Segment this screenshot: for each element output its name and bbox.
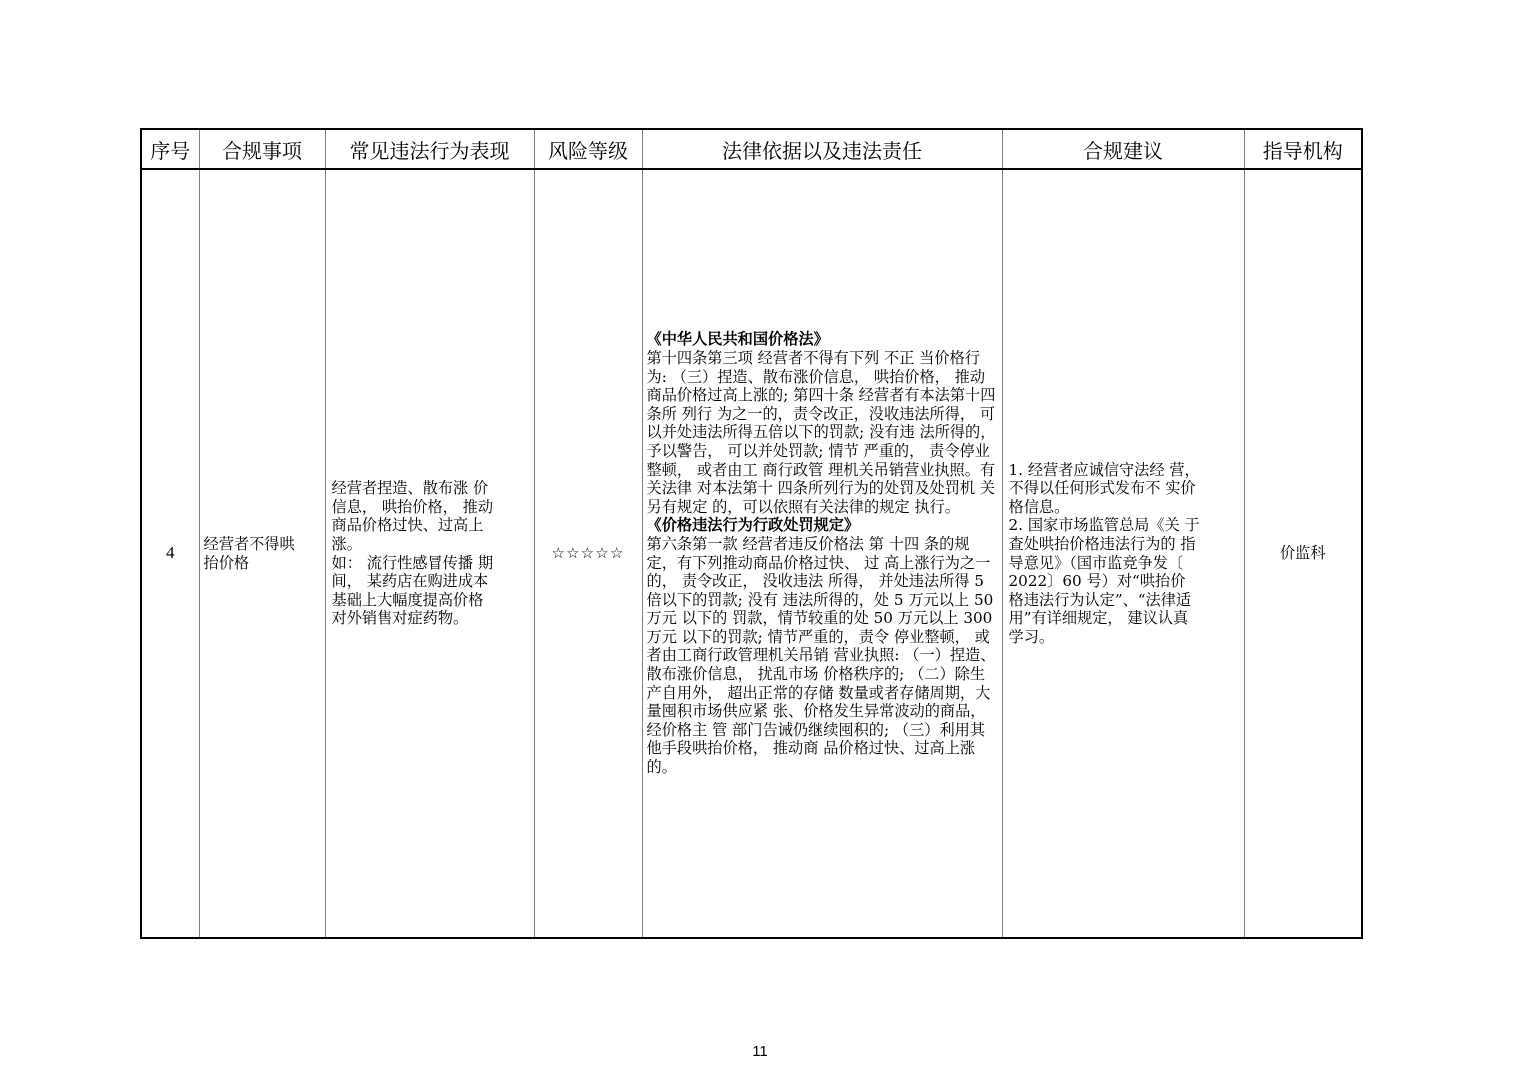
row-law (642, 169, 1002, 938)
header-law: 法律依据以及违法责任 (642, 129, 1002, 169)
table-row (141, 169, 1362, 938)
law-title-penalty-rules: 《价格违法行为行政处罚规定》 (646, 516, 860, 535)
compliance-table (140, 128, 1363, 939)
row-violation: 经营者捏造、散布涨 价 信息， 哄抬价格， 推动 商品价格过快、过高上 涨。 如： 流行性感冒传播 期 间， 某药店在购进成本 基础上大幅度提高价格 对外销售对症药物。 (325, 169, 534, 938)
risk-stars: ☆☆☆☆☆ (534, 169, 642, 938)
law-title-price-law: 《中华人民共和国价格法》 (646, 330, 829, 349)
header-item: 合规事项 (199, 129, 325, 169)
header-violation: 常见违法行为表现 (325, 129, 534, 169)
law-text-price-law: 第十四条第三项 经营者不得有下列 不正 当价格行为: （三）捏造、散布涨价信息， 哄抬价格， 推动商品价格过高上涨的; 第四十条 经营者有本法第十四条所 列行 为之一的，责令改正，没收违法所得， 可 以并处违法所得五倍以下的罚款; 没有违 法所得的， 予以警告， 可以并处罚款; 情节 严重的， 责令停业整顿， 或者由工 商行政管 理机关吊销营业执照。有关法律 对本法第十 四条所列行为的处罚及处罚机 关另有规定 的，可以依照有关法律的规定 执行。 (646, 348, 996, 516)
row-index: 4 (141, 169, 199, 938)
header-advice: 合规建议 (1002, 129, 1244, 169)
row-org: 价监科 (1244, 169, 1362, 938)
law-text-penalty-rules: 第六条第一款 经营者违反价格法 第 十四 条的规定，有下列推动商品价格过快、 过 高上涨行为之一的， 责令改正， 没收违法 所得， 并处违法所得 5 倍以下的罚款; 没有 违法所得的，处 5 万元以上 50 万元 以下的 罚款，情节较重的处 50 万元以上 300 万元 以下的罚款; 情节严重的，责令 停业整顿， 或者由工商行政管理机关吊销 营业执照: （一）捏造、散布涨价信息， 扰乱市场 价格秩序的; （二）除生产自用外， 超出正常的存储 数量或者存储周期，大量囤积市场供应紧 张、价格发生异常波动的商品， 经价格主 管 部门告诫仍继续囤积的; （三）利用其他手段哄抬价格， 推动商 品价格过快、过高上涨的。 (646, 534, 996, 777)
row-advice: 1. 经营者应诚信守法经 营， 不得以任何形式发布不 实价 格信息。 2. 国家市场监管总局《关 于 查处哄抬价格违法行为的 指 导意见》（国市监竞争发〔 2022〕60 号）对“哄抬价 格违法行为认定”、“法律适 用”有详细规定， 建议认真 学习。 (1002, 169, 1244, 938)
header-index: 序号 (141, 129, 199, 169)
row-item: 经营者不得哄 抬价格 (199, 169, 325, 938)
page-number: 11 (752, 1043, 768, 1060)
header-row (141, 129, 1362, 169)
header-org: 指导机构 (1244, 129, 1362, 169)
header-risk-level: 风险等级 (534, 129, 642, 169)
